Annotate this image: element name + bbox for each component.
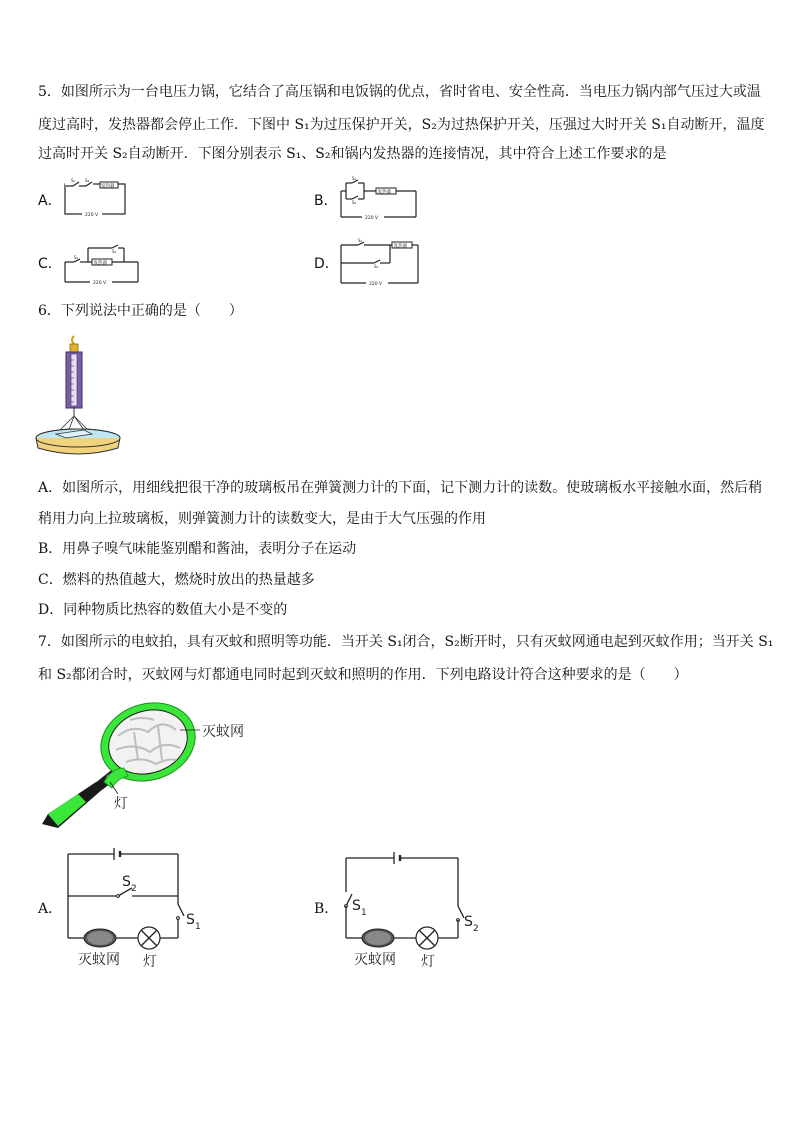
q5-option-a-label: A． [38, 193, 62, 209]
svg-text:灯: 灯 [143, 954, 157, 970]
q7-option-b-label: B． [314, 901, 339, 917]
svg-text:S: S [352, 898, 361, 914]
svg-text:S₁: S₁ [74, 255, 79, 260]
svg-text:S₂: S₂ [374, 264, 379, 269]
svg-text:灭蚊网: 灭蚊网 [354, 952, 396, 968]
q5-circuit-d [340, 237, 420, 289]
q7-circuit-b [344, 844, 494, 972]
q6-option-a-line2: 稍用力向上拉玻璃板，则弹簧测力计的读数变大，是由于大气压强的作用 [38, 511, 486, 527]
svg-text:220 V: 220 V [365, 216, 379, 221]
svg-text:S₁: S₁ [358, 238, 363, 243]
q6-option-b: B．用鼻子嗅气味能鉴别醋和酱油，表明分子在运动 [38, 541, 357, 557]
q5-text-line2: 度过高时，发热器都会停止工作．下图中 S₁为过压保护开关，S₂为过热保护开关，压强过大时开关 S₁自动断开，温度 [38, 117, 765, 133]
svg-text:灯: 灯 [421, 954, 435, 970]
q6-option-d: D．同种物质比热容的数值大小是不变的 [38, 602, 288, 618]
q6-option-a-line1: A．如图所示，用细线把很干净的玻璃板吊在弹簧测力计的下面，记下测力计的读数。使玻璃板水平接触水面，然后稍 [38, 480, 763, 496]
svg-text:S₁: S₁ [352, 176, 357, 181]
q7-text-line2: 和 S₂都闭合时，灭蚊网与灯都通电同时起到灭蚊和照明的作用．下列电路设计符合这种要求的是（ ） [38, 667, 688, 683]
q5-circuit-b [340, 177, 418, 223]
svg-text:灭蚊网: 灭蚊网 [78, 952, 120, 968]
q7-mosquito-racket-figure [38, 696, 268, 832]
svg-text:灭蚊网: 灭蚊网 [202, 724, 244, 740]
svg-text:S₁: S₁ [71, 178, 76, 183]
q5-option-d-label: D． [314, 256, 339, 272]
svg-text:发热器: 发热器 [393, 244, 407, 249]
svg-text:S₂: S₂ [112, 249, 117, 254]
svg-text:1: 1 [195, 922, 201, 932]
svg-text:发热器: 发热器 [101, 184, 115, 189]
svg-text:S: S [122, 874, 131, 890]
q6-spring-balance-figure [34, 334, 124, 459]
q6-option-c: C．燃料的热值越大，燃烧时放出的热量越多 [38, 572, 315, 588]
svg-text:S: S [186, 912, 195, 928]
svg-text:S₂: S₂ [85, 178, 90, 183]
svg-text:220 V: 220 V [369, 282, 383, 287]
svg-text:2: 2 [473, 924, 479, 934]
q5-option-c-label: C． [38, 256, 62, 272]
svg-text:灯: 灯 [114, 796, 128, 812]
q5-text-line3: 过高时开关 S₂自动断开．下图分别表示 S₁、S₂和锅内发热器的连接情况，其中符合上述工作要求的是 [38, 146, 667, 162]
q6-stem: 6．下列说法中正确的是（ ） [38, 303, 243, 319]
svg-text:发热器: 发热器 [93, 261, 107, 266]
q5-option-b-label: B． [314, 193, 338, 209]
svg-text:220 V: 220 V [85, 213, 99, 218]
svg-text:220 V: 220 V [93, 281, 107, 286]
q5-circuit-a [64, 178, 132, 220]
svg-text:S₂: S₂ [352, 200, 357, 205]
q7-text-line1: 7．如图所示的电蚊拍，具有灭蚊和照明等功能．当开关 S₁闭合，S₂断开时，只有灭蚊网通电起到灭蚊作用；当开关 S₁ [38, 634, 774, 650]
svg-text:S: S [464, 914, 473, 930]
q5-circuit-c [64, 242, 140, 288]
q7-option-a-label: A． [38, 901, 63, 917]
q5-text-line1: 5．如图所示为一台电压力锅，它结合了高压锅和电饭锅的优点，省时省电、安全性高．当电压力锅内部气压过大或温 [38, 84, 761, 100]
svg-text:2: 2 [131, 884, 137, 894]
svg-text:1: 1 [361, 908, 367, 918]
svg-text:发热器: 发热器 [377, 190, 391, 195]
q7-circuit-a [66, 842, 216, 970]
